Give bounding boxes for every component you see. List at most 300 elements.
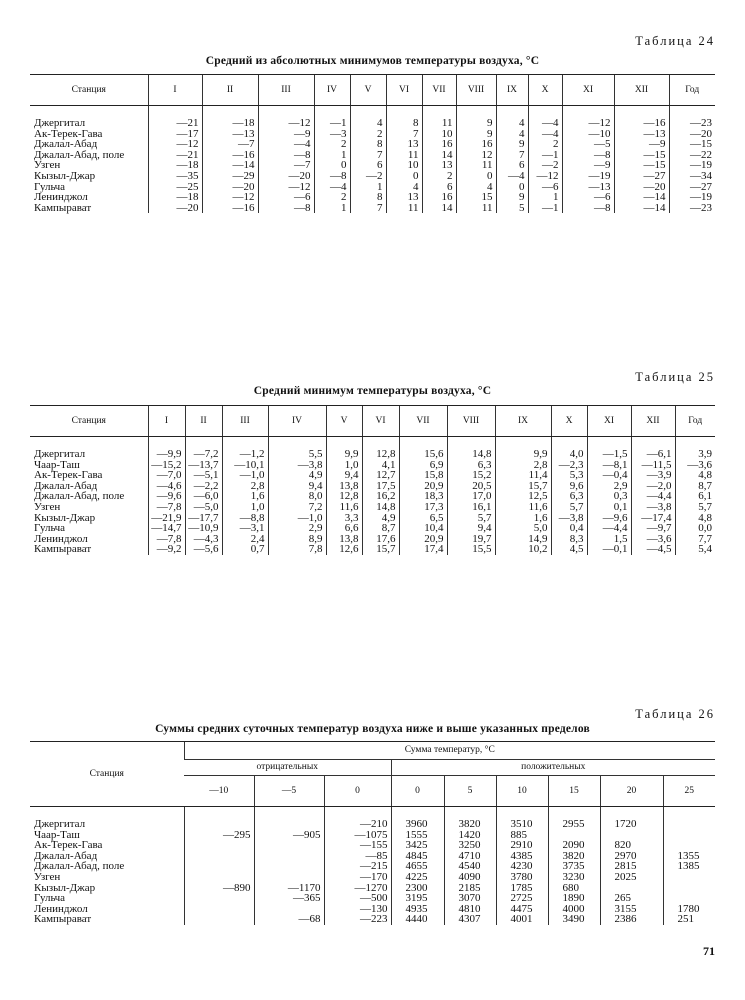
value-cell: —3,8: [631, 502, 675, 513]
station-name: Джалал-Абад: [34, 138, 98, 151]
value-cell: 12,7: [362, 470, 399, 481]
value-cell: —14: [614, 203, 669, 214]
value-cell: 17,0: [447, 491, 495, 502]
value-cell: —7: [258, 160, 314, 171]
value-cell: 8: [350, 192, 386, 203]
value-cell: 2,4: [222, 534, 268, 545]
value-cell: [184, 904, 254, 915]
value-cell: —15: [614, 150, 669, 161]
column-header: XII: [631, 406, 675, 437]
value-cell: —18: [148, 160, 202, 171]
value-cell: [184, 840, 254, 851]
table-row: [30, 470, 715, 481]
value-cell: 11: [456, 203, 496, 214]
value-cell: —9: [562, 160, 614, 171]
column-header: X: [528, 75, 562, 106]
value-cell: —9,2: [148, 544, 185, 555]
value-cell: 2: [350, 129, 386, 140]
value-cell: 4307: [444, 914, 496, 925]
value-cell: —4,6: [148, 481, 185, 492]
value-cell: —34: [669, 171, 715, 182]
value-cell: 1890: [548, 893, 600, 904]
column-header: XII: [614, 75, 669, 106]
table-row: [30, 203, 715, 214]
value-cell: 4710: [444, 851, 496, 862]
value-cell: —14: [614, 192, 669, 203]
value-cell: 10,4: [399, 523, 447, 534]
value-cell: 6,3: [447, 460, 495, 471]
value-cell: [254, 861, 324, 872]
value-cell: 1,0: [222, 502, 268, 513]
value-cell: —1,0: [222, 470, 268, 481]
value-cell: —13: [562, 182, 614, 193]
value-cell: —3,6: [675, 460, 715, 471]
column-header: I: [148, 406, 185, 437]
station-name: Ак-Терек-Гава: [34, 127, 103, 140]
value-cell: —0,4: [587, 470, 631, 481]
value-cell: 15,7: [495, 481, 551, 492]
value-cell: —5,1: [185, 470, 222, 481]
column-header: VII: [399, 406, 447, 437]
value-cell: 3230: [548, 872, 600, 883]
value-cell: —3: [314, 129, 350, 140]
value-cell: —15,2: [148, 460, 185, 471]
value-cell: 4,8: [675, 513, 715, 524]
station-name: Ак-Терек-Гава: [34, 839, 103, 852]
column-header: IX: [495, 406, 551, 437]
value-cell: —20: [614, 182, 669, 193]
table-row: [30, 523, 715, 534]
value-cell: 6: [422, 182, 456, 193]
value-cell: 16: [422, 192, 456, 203]
value-cell: 19,7: [447, 534, 495, 545]
value-cell: 16,1: [447, 502, 495, 513]
value-cell: 5,5: [268, 437, 326, 460]
value-cell: —20: [669, 129, 715, 140]
column-header: IV: [314, 75, 350, 106]
limit-header: 0: [324, 776, 391, 807]
column-header: Год: [669, 75, 715, 106]
value-cell: 1,5: [587, 534, 631, 545]
value-cell: 4,8: [675, 470, 715, 481]
page-number: 71: [703, 944, 715, 958]
value-cell: 2970: [600, 851, 663, 862]
value-cell: 4090: [444, 872, 496, 883]
value-cell: 885: [496, 830, 548, 841]
value-cell: 4,0: [551, 437, 587, 460]
value-cell: [663, 872, 715, 883]
value-cell: —1: [528, 150, 562, 161]
value-cell: 15,7: [362, 544, 399, 555]
value-cell: 12,6: [326, 544, 362, 555]
value-cell: 5,7: [675, 502, 715, 513]
value-cell: 1,0: [326, 460, 362, 471]
value-cell: 1355: [663, 851, 715, 862]
value-cell: —21: [148, 106, 202, 129]
value-cell: 2,9: [587, 481, 631, 492]
value-cell: 7: [386, 129, 422, 140]
value-cell: 5,7: [447, 513, 495, 524]
value-cell: 0,0: [675, 523, 715, 534]
value-cell: 2: [314, 139, 350, 150]
value-cell: 9,6: [551, 481, 587, 492]
value-cell: —15: [669, 139, 715, 150]
column-header: II: [185, 406, 222, 437]
value-cell: —25: [148, 182, 202, 193]
value-cell: —4: [314, 182, 350, 193]
value-cell: 2: [528, 139, 562, 150]
table-25-title: Средний минимум температуры воздуха, °С: [253, 385, 492, 397]
value-cell: 16: [422, 139, 456, 150]
column-header: XI: [562, 75, 614, 106]
station-name: Ленинджол: [34, 191, 88, 204]
table-row: [30, 182, 715, 193]
value-cell: 8,7: [362, 523, 399, 534]
value-cell: [663, 883, 715, 894]
value-cell: 17,3: [399, 502, 447, 513]
value-cell: 13: [386, 139, 422, 150]
limit-header: 5: [444, 776, 496, 807]
value-cell: —12: [148, 139, 202, 150]
value-cell: 1555: [391, 830, 444, 841]
value-cell: 9: [456, 129, 496, 140]
value-cell: 8: [386, 106, 422, 129]
station-name: Джалал-Абад, поле: [34, 490, 125, 503]
value-cell: 13: [422, 160, 456, 171]
value-cell: —155: [324, 840, 391, 851]
value-cell: —10,1: [222, 460, 268, 471]
value-cell: 11: [422, 106, 456, 129]
value-cell: 3820: [548, 851, 600, 862]
column-header: III: [222, 406, 268, 437]
column-header: V: [326, 406, 362, 437]
value-cell: 9,4: [268, 481, 326, 492]
value-cell: —2: [350, 171, 386, 182]
value-cell: 10: [422, 129, 456, 140]
table-row: [30, 150, 715, 161]
table-24-label: Таблица 24: [635, 34, 715, 48]
value-cell: 251: [663, 914, 715, 925]
value-cell: 12: [456, 150, 496, 161]
value-cell: —20: [148, 203, 202, 214]
positive-header: положительных: [391, 760, 715, 776]
station-name: Узген: [34, 159, 61, 172]
value-cell: 3,9: [675, 437, 715, 460]
value-cell: —29: [202, 171, 258, 182]
value-cell: 4655: [391, 861, 444, 872]
value-cell: 2025: [600, 872, 663, 883]
value-cell: —1270: [324, 883, 391, 894]
value-cell: 9,9: [495, 437, 551, 460]
value-cell: —21: [148, 150, 202, 161]
value-cell: —8: [314, 171, 350, 182]
value-cell: —13,7: [185, 460, 222, 471]
limit-header: 20: [600, 776, 663, 807]
station-name: Узген: [34, 870, 61, 883]
value-cell: 4: [456, 182, 496, 193]
table-row: [30, 139, 715, 150]
value-cell: 6,3: [551, 491, 587, 502]
value-cell: [663, 807, 715, 830]
value-cell: —10,9: [185, 523, 222, 534]
value-cell: —14,7: [148, 523, 185, 534]
column-header: I: [148, 75, 202, 106]
station-name: Ленинджол: [34, 532, 88, 545]
station-name: Гульча: [34, 180, 66, 193]
value-cell: 265: [600, 893, 663, 904]
value-cell: —15: [614, 160, 669, 171]
value-cell: 11: [456, 160, 496, 171]
value-cell: 5,0: [495, 523, 551, 534]
station-name: Узген: [34, 500, 61, 513]
value-cell: —2: [528, 160, 562, 171]
value-cell: 0: [386, 171, 422, 182]
column-header: V: [350, 75, 386, 106]
column-header: VII: [422, 75, 456, 106]
value-cell: 4,9: [268, 470, 326, 481]
value-cell: —3,8: [268, 460, 326, 471]
value-cell: —27: [669, 182, 715, 193]
station-header: Станция: [30, 75, 148, 106]
value-cell: —21,9: [148, 513, 185, 524]
value-cell: —6: [258, 192, 314, 203]
negative-header: отрицательных: [184, 760, 391, 776]
value-cell: 15,8: [399, 470, 447, 481]
value-cell: —1,0: [268, 513, 326, 524]
station-name: Кызыл-Джар: [34, 511, 96, 524]
value-cell: —12: [258, 182, 314, 193]
value-cell: —3,1: [222, 523, 268, 534]
value-cell: —1: [314, 106, 350, 129]
station-name: Джергитал: [34, 818, 86, 830]
value-cell: —7,0: [148, 470, 185, 481]
value-cell: —7: [202, 139, 258, 150]
station-name: Джалал-Абад, поле: [34, 148, 125, 161]
value-cell: 15,6: [399, 437, 447, 460]
value-cell: 5: [496, 203, 528, 214]
value-cell: 13,8: [326, 481, 362, 492]
value-cell: —4: [496, 171, 528, 182]
value-cell: —14: [202, 160, 258, 171]
value-cell: 13: [386, 192, 422, 203]
limit-header: 0: [391, 776, 444, 807]
value-cell: [184, 872, 254, 883]
value-cell: 2815: [600, 861, 663, 872]
value-cell: —9: [614, 139, 669, 150]
value-cell: 2955: [548, 807, 600, 830]
value-cell: 4001: [496, 914, 548, 925]
value-cell: —8: [562, 203, 614, 214]
value-cell: 1420: [444, 830, 496, 841]
value-cell: 6,5: [399, 513, 447, 524]
value-cell: —9,6: [587, 513, 631, 524]
value-cell: 3070: [444, 893, 496, 904]
value-cell: —8,8: [222, 513, 268, 524]
value-cell: 11,6: [495, 502, 551, 513]
value-cell: [254, 872, 324, 883]
value-cell: [600, 830, 663, 841]
value-cell: —19: [669, 160, 715, 171]
value-cell: —16: [202, 203, 258, 214]
limit-header: 10: [496, 776, 548, 807]
value-cell: —7,2: [185, 437, 222, 460]
value-cell: 1720: [600, 807, 663, 830]
value-cell: [184, 914, 254, 925]
value-cell: —2,2: [185, 481, 222, 492]
value-cell: 2185: [444, 883, 496, 894]
value-cell: —1170: [254, 883, 324, 894]
limit-header: 25: [663, 776, 715, 807]
value-cell: —12: [202, 192, 258, 203]
value-cell: —7,8: [148, 534, 185, 545]
value-cell: —4: [528, 106, 562, 129]
table-row: [30, 872, 715, 883]
value-cell: —12: [562, 106, 614, 129]
value-cell: 5,4: [675, 544, 715, 555]
value-cell: —5,0: [185, 502, 222, 513]
station-name: Кампырават: [34, 201, 92, 214]
value-cell: 3490: [548, 914, 600, 925]
value-cell: 11,6: [326, 502, 362, 513]
value-cell: —215: [324, 861, 391, 872]
table-row: [30, 914, 715, 925]
value-cell: 4: [496, 106, 528, 129]
value-cell: —4: [528, 129, 562, 140]
value-cell: 14: [422, 150, 456, 161]
value-cell: 4,1: [362, 460, 399, 471]
value-cell: —0,1: [587, 544, 631, 555]
value-cell: 2300: [391, 883, 444, 894]
value-cell: —365: [254, 893, 324, 904]
value-cell: —905: [254, 830, 324, 841]
table-row: [30, 544, 715, 555]
value-cell: 2725: [496, 893, 548, 904]
value-cell: [663, 830, 715, 841]
value-cell: 4: [496, 129, 528, 140]
value-cell: —19: [562, 171, 614, 182]
value-cell: —1,5: [587, 437, 631, 460]
value-cell: 4935: [391, 904, 444, 915]
value-cell: —4,4: [631, 491, 675, 502]
value-cell: 4385: [496, 851, 548, 862]
value-cell: 15,5: [447, 544, 495, 555]
value-cell: —17: [148, 129, 202, 140]
value-cell: 4,9: [362, 513, 399, 524]
value-cell: —9,7: [631, 523, 675, 534]
value-cell: —4,4: [587, 523, 631, 534]
value-cell: 4230: [496, 861, 548, 872]
value-cell: 15: [456, 192, 496, 203]
column-header: Год: [675, 406, 715, 437]
value-cell: 820: [600, 840, 663, 851]
value-cell: 9,4: [447, 523, 495, 534]
table-row: [30, 192, 715, 203]
value-cell: 2386: [600, 914, 663, 925]
value-cell: —12: [528, 171, 562, 182]
value-cell: 18,3: [399, 491, 447, 502]
value-cell: —210: [324, 807, 391, 830]
limit-header: 15: [548, 776, 600, 807]
value-cell: 5,3: [551, 470, 587, 481]
value-cell: 4: [350, 106, 386, 129]
station-name: Джалал-Абад: [34, 479, 98, 492]
value-cell: 1785: [496, 883, 548, 894]
value-cell: —20: [258, 171, 314, 182]
column-header: XI: [587, 406, 631, 437]
value-cell: [254, 840, 324, 851]
value-cell: 3820: [444, 807, 496, 830]
value-cell: 8: [350, 139, 386, 150]
value-cell: —8: [258, 150, 314, 161]
value-cell: [600, 883, 663, 894]
value-cell: 6: [496, 160, 528, 171]
column-header: IX: [496, 75, 528, 106]
value-cell: —23: [669, 106, 715, 129]
value-cell: 14,8: [362, 502, 399, 513]
value-cell: —500: [324, 893, 391, 904]
value-cell: [184, 807, 254, 830]
value-cell: —9,6: [148, 491, 185, 502]
value-cell: 7: [350, 203, 386, 214]
value-cell: [184, 893, 254, 904]
value-cell: 7,7: [675, 534, 715, 545]
value-cell: 5,7: [551, 502, 587, 513]
value-cell: 2,8: [222, 481, 268, 492]
value-cell: 3425: [391, 840, 444, 851]
station-name: Гульча: [34, 892, 66, 905]
value-cell: —1: [528, 203, 562, 214]
table-25: [30, 405, 715, 555]
table-row: [30, 171, 715, 182]
value-cell: —23: [669, 203, 715, 214]
value-cell: —11,5: [631, 460, 675, 471]
value-cell: —10: [562, 129, 614, 140]
value-cell: 7: [496, 150, 528, 161]
value-cell: 0: [496, 182, 528, 193]
value-cell: 4000: [548, 904, 600, 915]
value-cell: 3735: [548, 861, 600, 872]
value-cell: 16: [456, 139, 496, 150]
value-cell: 8,0: [268, 491, 326, 502]
value-cell: —35: [148, 171, 202, 182]
value-cell: 12,8: [326, 491, 362, 502]
value-cell: 11,4: [495, 470, 551, 481]
value-cell: —22: [669, 150, 715, 161]
value-cell: 2,8: [495, 460, 551, 471]
value-cell: —295: [184, 830, 254, 841]
column-header: VI: [386, 75, 422, 106]
value-cell: 4540: [444, 861, 496, 872]
value-cell: 6,9: [399, 460, 447, 471]
value-cell: —19: [669, 192, 715, 203]
table-row: [30, 106, 715, 129]
value-cell: 13,8: [326, 534, 362, 545]
value-cell: 8,3: [551, 534, 587, 545]
value-cell: 20,9: [399, 534, 447, 545]
value-cell: 3780: [496, 872, 548, 883]
station-header: Станция: [30, 406, 148, 437]
value-cell: 7: [350, 150, 386, 161]
value-cell: 1,6: [495, 513, 551, 524]
table-24: [30, 74, 715, 213]
value-cell: 17,4: [399, 544, 447, 555]
limit-header: —5: [254, 776, 324, 807]
value-cell: —2,0: [631, 481, 675, 492]
value-cell: 12,8: [362, 437, 399, 460]
station-name: Кызыл-Джар: [34, 881, 96, 894]
value-cell: 0,3: [587, 491, 631, 502]
value-cell: 1,6: [222, 491, 268, 502]
